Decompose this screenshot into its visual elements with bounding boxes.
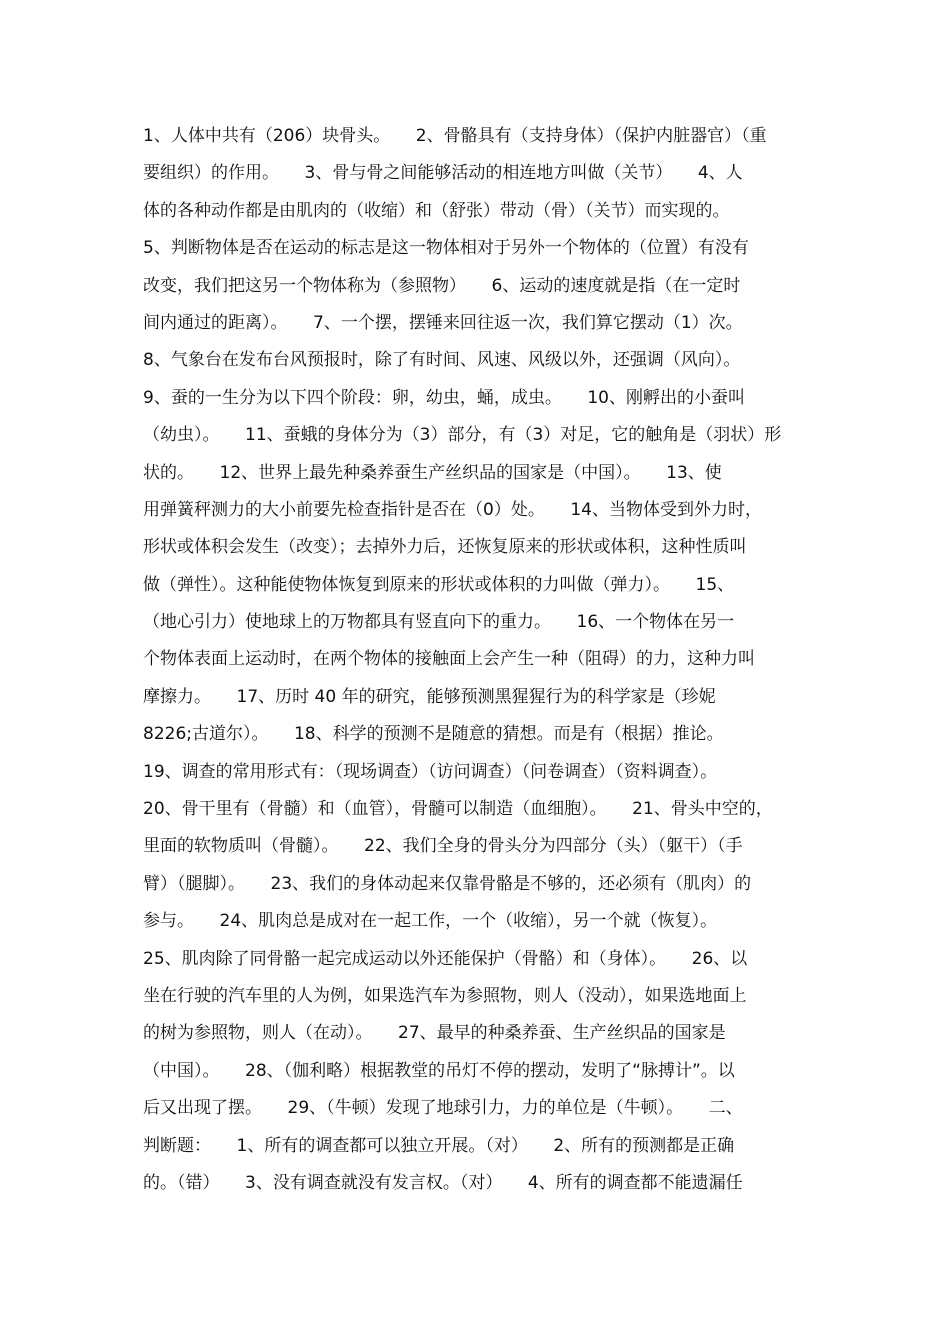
text-line-9: （幼虫）。 11、蚕蛾的身体分为（3）部分，有（3）对足，它的触角是（羽状）形 bbox=[143, 425, 782, 446]
text-line-15: 个物体表面上运动时，在两个物体的接触面上会产生一种（阻碍）的力，这种力叫 bbox=[143, 649, 755, 670]
text-line-5: 改变，我们把这另一个物体称为（参照物） 6、运动的速度就是指（在一定时 bbox=[143, 275, 741, 296]
text-line-19: 20、骨干里有（骨髓）和（血管），骨髓可以制造（血细胞）。 21、骨头中空的， bbox=[143, 799, 773, 820]
text-line-12: 形状或体积会发生（改变）；去掉外力后，还恢复原来的形状或体积，这种性质叫 bbox=[143, 537, 747, 558]
text-line-4: 5、判断物体是否在运动的标志是这一物体相对于另外一个物体的（位置）有没有 bbox=[143, 238, 749, 259]
text-line-2: 要组织）的作用。 3、骨与骨之间能够活动的相连地方叫做（关节） 4、人 bbox=[143, 163, 743, 184]
text-line-16: 摩擦力。 17、历时 40 年的研究，能够预测黑猩猩行为的科学家是（珍妮 bbox=[143, 686, 716, 707]
text-line-21: 臂）（腿脚）。 23、我们的身体动起来仅靠骨骼是不够的，还必须有（肌肉）的 bbox=[143, 873, 752, 894]
text-line-17: 8226;古道尔）。 18、科学的预测不是随意的猜想。而是有（根据）推论。 bbox=[143, 724, 724, 745]
text-line-18: 19、调查的常用形式有：（现场调查）（访问调查）（问卷调查）（资料调查）。 bbox=[143, 761, 718, 782]
text-line-14: （地心引力）使地球上的万物都具有竖直向下的重力。 16、一个物体在另一 bbox=[143, 612, 735, 633]
text-line-13: 做（弹性）。这种能使物体恢复到原来的形状或体积的力叫做（弹力）。 15、 bbox=[143, 574, 735, 595]
text-line-25: 的树为参照物，则人（在动）。 27、最早的种桑养蚕、生产丝织品的国家是 bbox=[143, 1023, 726, 1044]
document-body bbox=[143, 118, 815, 1202]
text-line-7: 8、气象台在发布台风预报时，除了有时间、风速、风级以外，还强调（风向）。 bbox=[143, 350, 741, 371]
text-line-28: 判断题： 1、所有的调查都可以独立开展。（对） 2、所有的预测都是正确 bbox=[143, 1135, 735, 1156]
text-line-11: 用弹簧秤测力的大小前要先检查指针是否在（0）处。 14、当物体受到外力时， bbox=[143, 499, 762, 520]
text-line-6: 间内通过的距离）。 7、一个摆，摆锤来回往返一次，我们算它摆动（1）次。 bbox=[143, 312, 743, 333]
text-line-1: 1、人体中共有（206）块骨头。 2、骨骼具有（支持身体）（保护内脏器官）（重 bbox=[143, 126, 767, 146]
text-line-23: 25、肌肉除了同骨骼一起完成运动以外还能保护（骨骼）和（身体）。 26、以 bbox=[143, 948, 748, 969]
text-line-8: 9、蚕的一生分为以下四个阶段：卵，幼虫，蛹，成虫。 10、刚孵出的小蚕叫 bbox=[143, 387, 745, 408]
text-line-27: 后又出现了摆。 29、（牛顿）发现了地球引力，力的单位是（牛顿）。 二、 bbox=[143, 1098, 743, 1119]
text-line-29: 的。（错） 3、没有调查就没有发言权。（对） 4、所有的调查都不能遗漏任 bbox=[143, 1172, 743, 1193]
text-line-10: 状的。 12、世界上最先种桑养蚕生产丝织品的国家是（中国）。 13、使 bbox=[143, 462, 722, 483]
text-line-20: 里面的软物质叫（骨髓）。 22、我们全身的骨头分为四部分（头）（躯干）（手 bbox=[143, 836, 743, 857]
text-line-3: 体的各种动作都是由肌肉的（收缩）和（舒张）带动（骨）（关节）而实现的。 bbox=[143, 200, 730, 221]
text-line-24: 坐在行驶的汽车里的人为例，如果选汽车为参照物，则人（没动），如果选地面上 bbox=[143, 985, 747, 1006]
text-line-26: （中国）。 28、（伽利略）根据教堂的吊灯不停的摆动，发明了“脉搏计”。以 bbox=[143, 1060, 735, 1081]
text-line-22: 参与。 24、肌肉总是成对在一起工作，一个（收缩），另一个就（恢复）。 bbox=[143, 911, 718, 932]
